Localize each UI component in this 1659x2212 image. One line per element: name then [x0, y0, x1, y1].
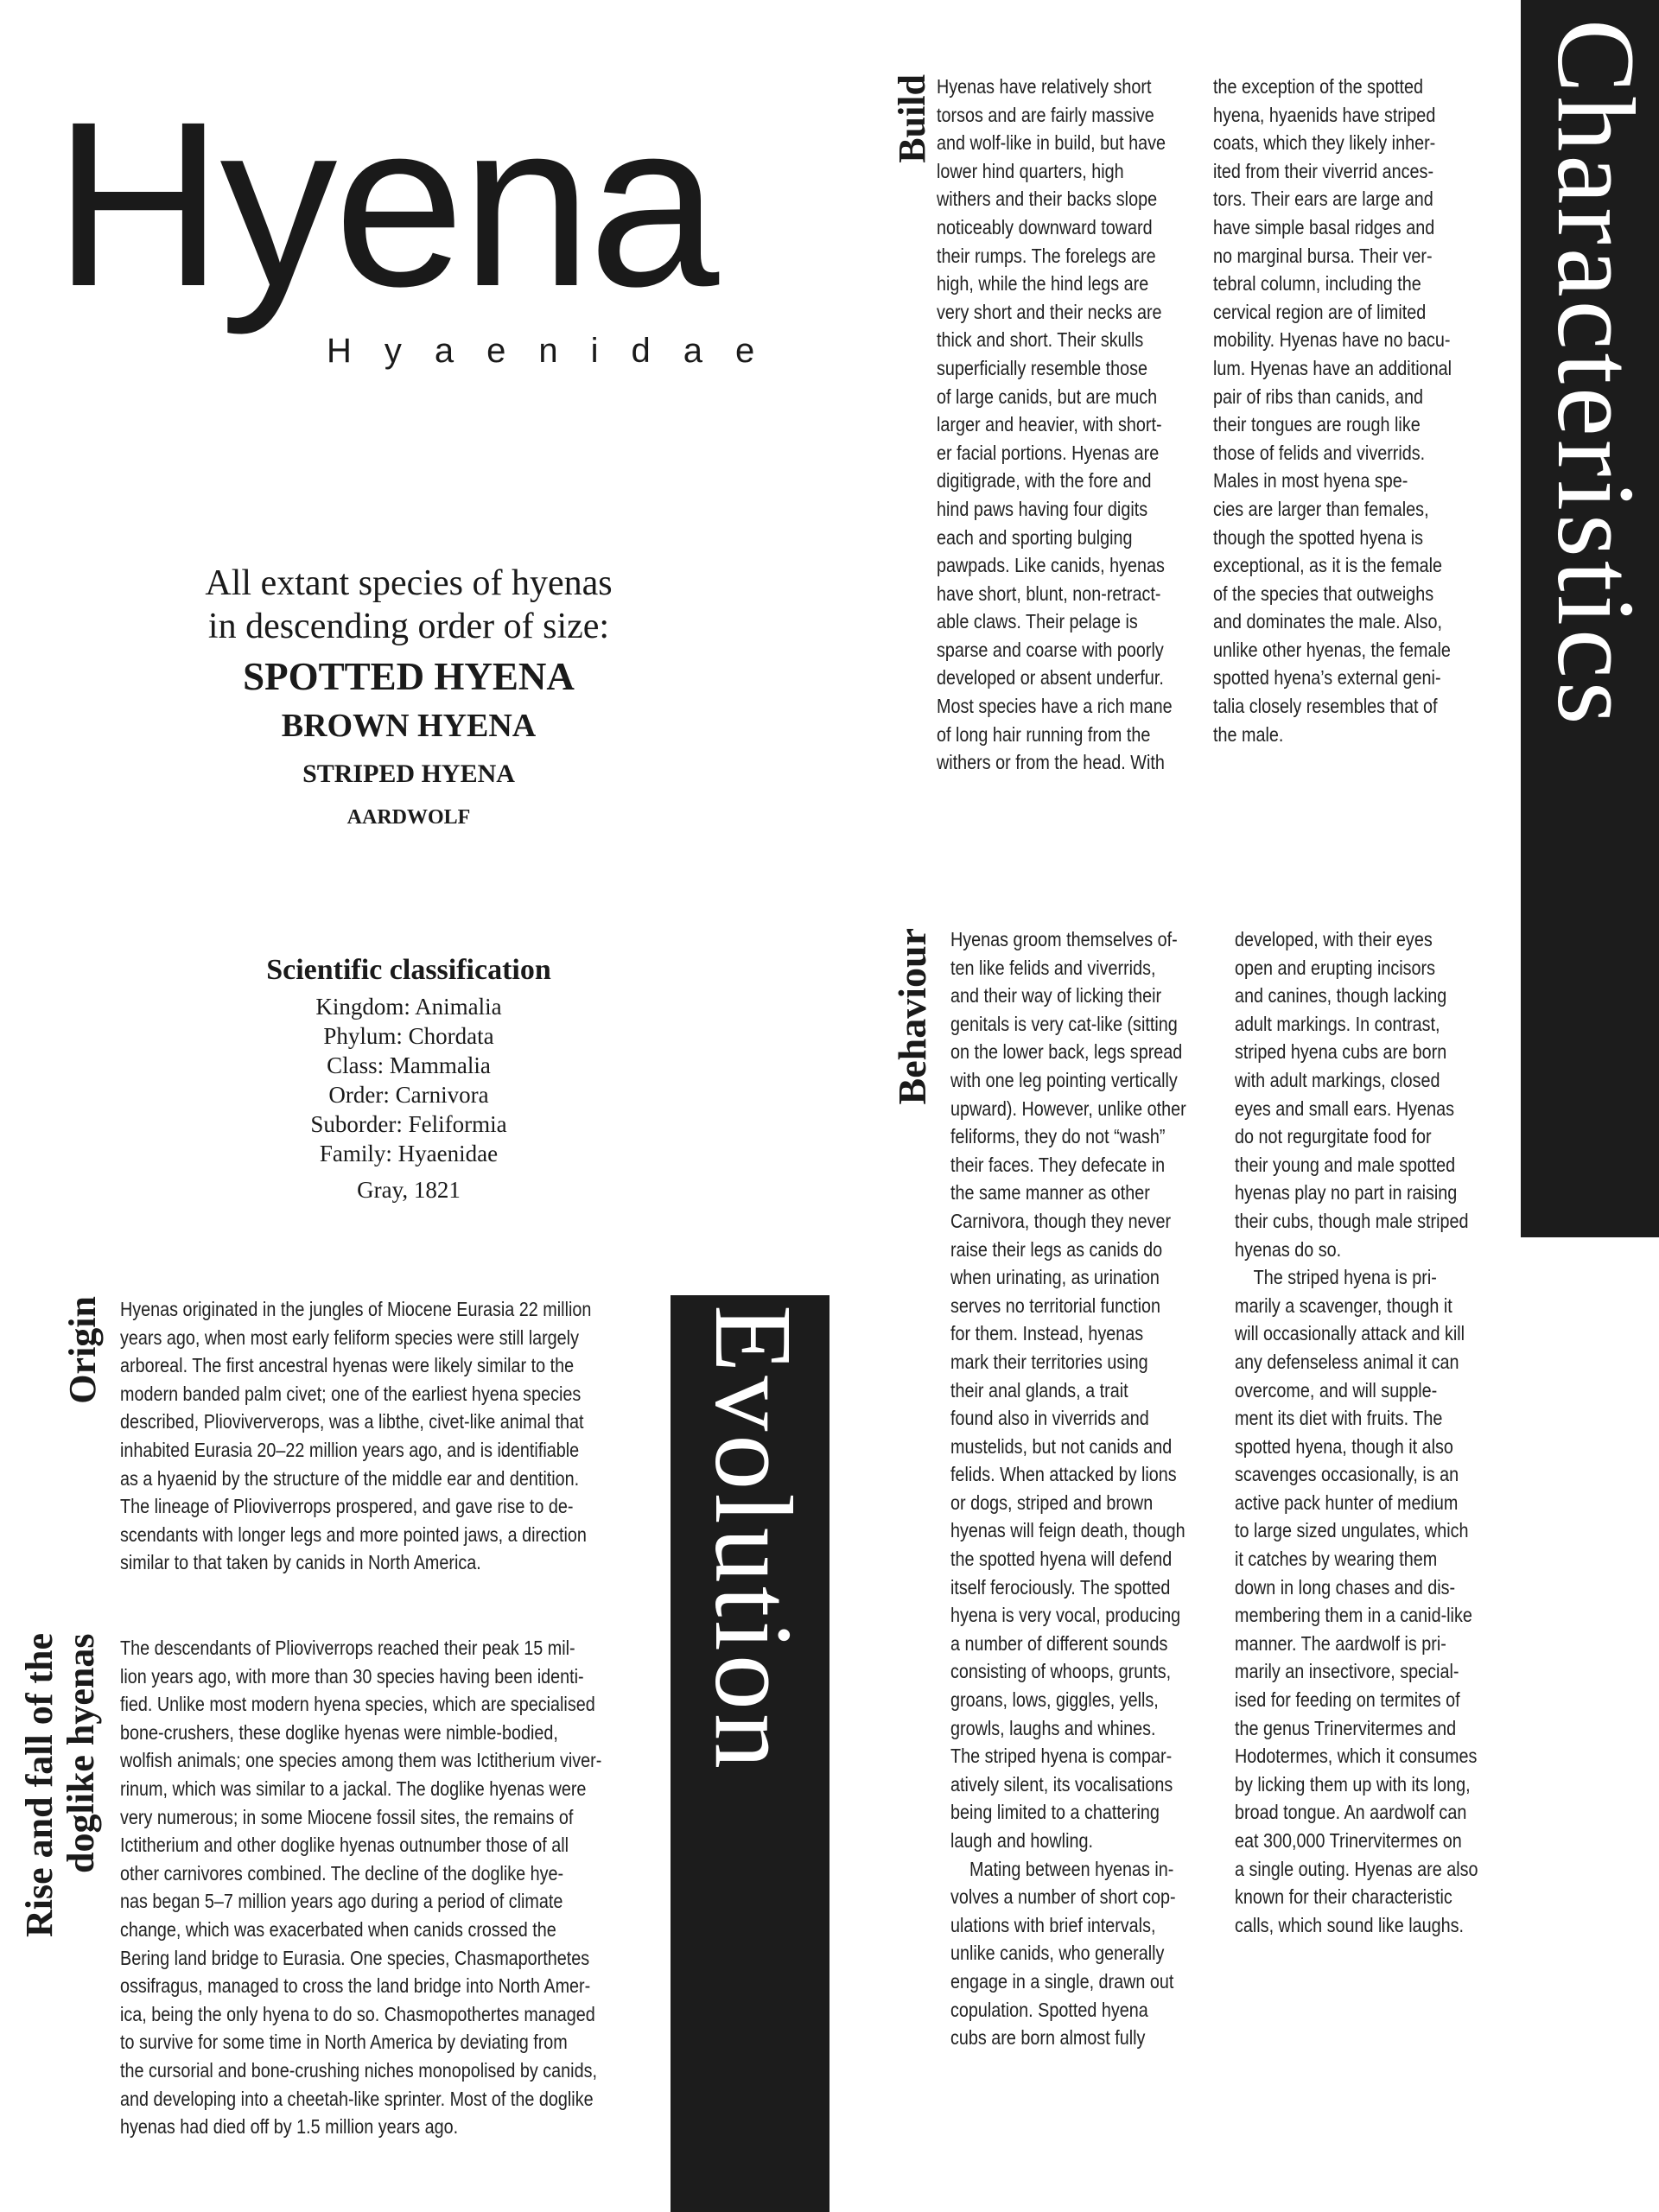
- build-column-2: the exception of the spotted hyena, hyaenids have striped coats, which they likely inher- ited from their viverrid ances- tors. Their ears are large and have simple basal ridges and no marginal bursa. Their ver- tebral column, including the cervical region are of limited mobility. Hyenas have no bacu- lum. Hyenas have an additional pair of ribs than canids, and their tongues are rough like those of felids and viverrids. Males in most hyena spe- cies are larger than females, though the spotted hyena is exceptional, as it is the female of the species that outweighs and dominates the male. Also, unlike other hyenas, the female spotted hyena’s external geni- talia closely resembles that of the male.: [1213, 75, 1452, 746]
- classification-row: Class: Mammalia: [327, 1052, 491, 1078]
- species-item: AARDWOLF: [346, 806, 471, 829]
- species-item: BROWN HYENA: [281, 708, 537, 744]
- species-item: STRIPED HYENA: [302, 760, 515, 788]
- page-subtitle: Hyaenidae: [327, 332, 788, 370]
- scientific-classification: [149, 949, 668, 1205]
- build-heading: Build: [891, 74, 933, 163]
- species-list: [149, 562, 668, 836]
- build-column-1: Hyenas have relatively short torsos and are fairly massive and wolf-like in build, but have lower hind quarters, high withers and their backs slope noticeably downward toward their rumps. The forelegs are high, while the hind legs are very short and their necks are thick and short. Their skulls superficially resemble those of large canids, but are much larger and heavier, with short- er facial portions. Hyenas are digitigrade, with the fore and hind paws having four digits each and sporting bulging pawpads. Like canids, hyenas have short, blunt, non-retract- able claws. Their pelage is sparse and coarse with poorly developed or absent underfur. Most species have a rich mane of long hair running from the withers or from the head. With: [937, 75, 1173, 774]
- species-intro-line: All extant species of hyenas: [205, 563, 613, 603]
- species-item: SPOTTED HYENA: [243, 655, 575, 698]
- classification-row: Family: Hyaenidae: [319, 1141, 499, 1166]
- characteristics-title: Characteristics: [1535, 19, 1657, 728]
- origin-heading: Origin: [61, 1296, 104, 1404]
- behaviour-column-1: Hyenas groom themselves of- ten like felids and viverrids, and their way of licking their genitals is very cat-like (sitting on the lower back, legs spread with one leg pointing vertically upward). However, unlike other feliforms, they do not “wash” their faces. They defecate in the same manner as other Carnivora, though they never raise their legs as canids do when urinating, as urination serves no territorial function for them. Instead, hyenas mark their territories using their anal glands, a trait found also in viverrids and mustelids, but not canids and felids. When attacked by lions or dogs, striped and brown hyenas will feign death, though the spotted hyena will defend itself ferociously. The spotted hyena is very vocal, producing a number of different sounds consisting of whoops, grunts, groans, lows, giggles, yells, growls, laughs and whines. The striped hyena is compar- atively silent, its vocalisations being limited to a chattering laugh and howling. Mating between hyenas in- volves a number of short cop- ulations with brief intervals, unlike canids, who generally engage in a single, drawn out copulation. Spotted hyena cubs are born almost fully: [950, 928, 1186, 2050]
- evolution-title: Evolution: [692, 1305, 815, 1772]
- behaviour-column-2: developed, with their eyes open and erupting incisors and canines, though lacking adult markings. In contrast, striped hyena cubs are born with adult markings, closed eyes and small ears. Hyenas do not regurgitate food for their young and male spotted hyenas play no part in raising their cubs, though male striped hyenas do so. The striped hyena is pri- marily a scavenger, though it will occasionally attack and kill any defenseless animal it can overcome, and will supple- ment its diet with fruits. The spotted hyena, though it also scavenges occasionally, is an active pack hunter of medium to large sized ungulates, which it catches by wearing them down in long chases and dis- membering them in a canid-like manner. The aardwolf is pri- marily an insectivore, special- ised for feeding on termites of the genus Trinervitermes and Hodotermes, which it consumes by licking them up with its long, broad tongue. An aardwolf can eat 300,000 Trinervitermes on a single outing. Hyenas are also known for their characteristic calls, which sound like laughs.: [1235, 928, 1478, 1936]
- classification-row: Kingdom: Animalia: [315, 994, 502, 1020]
- rise-and-fall-text: The descendants of Plioviverrops reached their peak 15 mil- lion years ago, with more than 30 species having been identi- fied. Unlike most modern hyena species, which are specialised bone-crushers, these doglike hyenas were nimble-bodied, wolfish animals; one species among them was Ictitherium viver- rinum, which was similar to a jackal. The doglike hyenas were very numerous; in some Miocene fossil sites, the remains of Ictitherium and other doglike hyenas outnumber those of all other carnivores combined. The decline of the doglike hye- nas began 5–7 million years ago during a period of climate change, which was exacerbated when canids crossed the Bering land bridge to Eurasia. One species, Chasmaporthetes ossifragus, managed to cross the land bridge into North Amer- ica, being the only hyena to do so. Chasmopothertes managed to survive for some time in North America by deviating from the cursorial and bone-crushing niches monopolised by canids, and developing into a cheetah-like sprinter. Most of the doglike hyenas had died off by 1.5 million years ago.: [120, 1637, 602, 2139]
- classification-row: Suborder: Feliformia: [310, 1111, 507, 1137]
- classification-row: Phylum: Chordata: [323, 1023, 494, 1049]
- page-title: Hyena: [54, 73, 716, 335]
- classification-row: Order: Carnivora: [328, 1082, 489, 1108]
- classification-heading: Scientific classification: [266, 954, 551, 986]
- origin-text: Hyenas originated in the jungles of Miocene Eurasia 22 million years ago, when most early feliform species were still largely arboreal. The first ancestral hyenas were likely similar to the modern banded palm civet; one of the earliest hyena species described, Plioviververops, was a libthe, civet-like animal that inhabited Eurasia 20–22 million years ago, and is identifiable as a hyaenid by the structure of the middle ear and dentition. The lineage of Plioviverrops prospered, and gave rise to de- scendants with longer legs and more pointed jaws, a direction similar to that taken by canids in North America.: [120, 1298, 592, 1574]
- species-intro-line: in descending order of size:: [207, 607, 610, 646]
- classification-authority: Gray, 1821: [357, 1177, 461, 1203]
- rise-and-fall-heading: Rise and fall of the doglike hyenas: [18, 1633, 102, 1937]
- behaviour-heading: Behaviour: [890, 928, 934, 1105]
